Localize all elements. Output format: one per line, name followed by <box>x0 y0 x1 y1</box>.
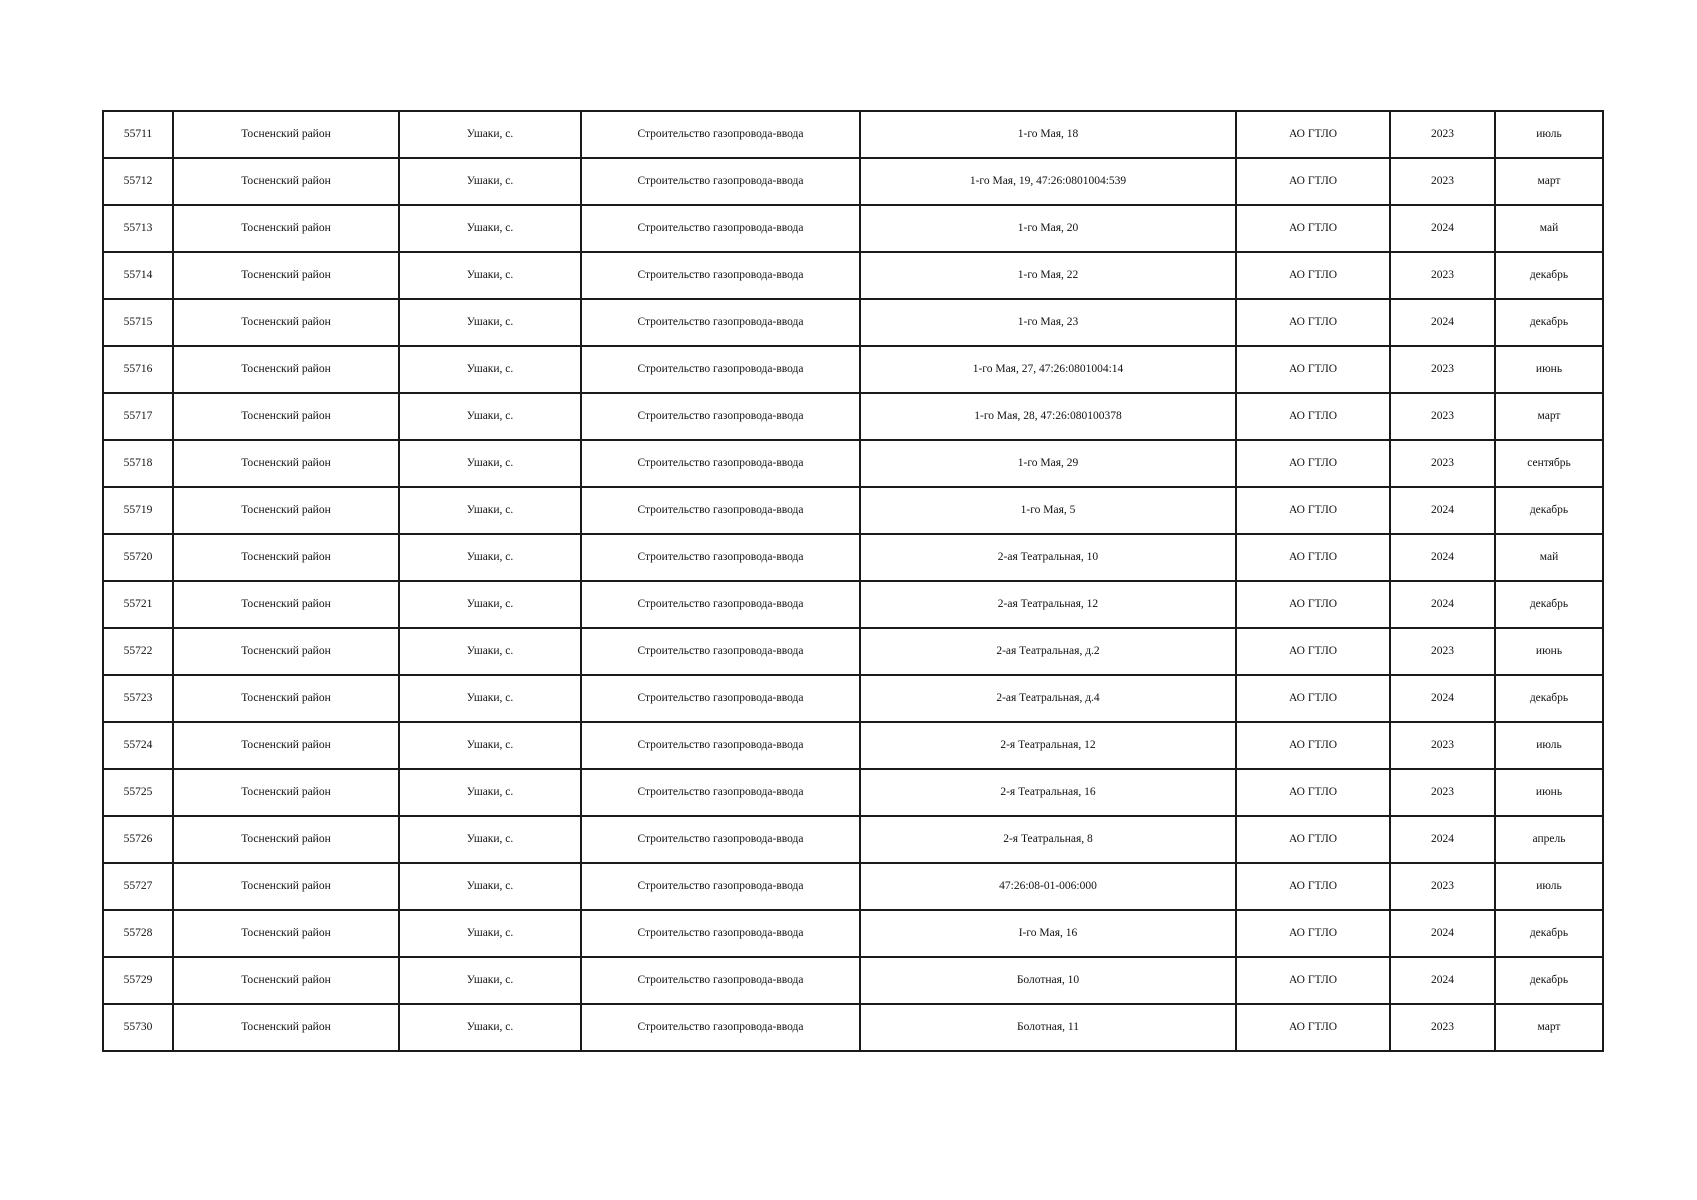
organization-cell: АО ГТЛО <box>1236 440 1390 487</box>
address-cell: 47:26:08-01-006:000 <box>860 863 1236 910</box>
address-cell: 2-ая Театральная, 12 <box>860 581 1236 628</box>
organization-cell: АО ГТЛО <box>1236 346 1390 393</box>
district-cell: Тосненский район <box>173 581 399 628</box>
organization-cell: АО ГТЛО <box>1236 769 1390 816</box>
year-cell: 2024 <box>1390 299 1495 346</box>
settlement-cell: Ушаки, с. <box>399 111 581 158</box>
year-cell: 2024 <box>1390 581 1495 628</box>
address-cell: 1-го Мая, 28, 47:26:080100378 <box>860 393 1236 440</box>
year-cell: 2023 <box>1390 440 1495 487</box>
district-cell: Тосненский район <box>173 440 399 487</box>
table-row <box>103 158 1603 205</box>
district-cell: Тосненский район <box>173 1004 399 1051</box>
organization-cell: АО ГТЛО <box>1236 957 1390 1004</box>
year-cell: 2023 <box>1390 158 1495 205</box>
organization-cell: АО ГТЛО <box>1236 534 1390 581</box>
district-cell: Тосненский район <box>173 675 399 722</box>
row-id-cell: 55717 <box>103 393 173 440</box>
district-cell: Тосненский район <box>173 299 399 346</box>
work-type-cell: Строительство газопровода-ввода <box>581 440 860 487</box>
district-cell: Тосненский район <box>173 628 399 675</box>
work-type-cell: Строительство газопровода-ввода <box>581 393 860 440</box>
table-row <box>103 440 1603 487</box>
year-cell: 2023 <box>1390 346 1495 393</box>
district-cell: Тосненский район <box>173 487 399 534</box>
month-cell: июнь <box>1495 346 1603 393</box>
row-id-cell: 55727 <box>103 863 173 910</box>
month-cell: декабрь <box>1495 957 1603 1004</box>
month-cell: июль <box>1495 722 1603 769</box>
work-type-cell: Строительство газопровода-ввода <box>581 722 860 769</box>
settlement-cell: Ушаки, с. <box>399 440 581 487</box>
table-row <box>103 816 1603 863</box>
organization-cell: АО ГТЛО <box>1236 158 1390 205</box>
district-cell: Тосненский район <box>173 534 399 581</box>
row-id-cell: 55715 <box>103 299 173 346</box>
address-cell: Болотная, 10 <box>860 957 1236 1004</box>
year-cell: 2023 <box>1390 111 1495 158</box>
settlement-cell: Ушаки, с. <box>399 722 581 769</box>
work-type-cell: Строительство газопровода-ввода <box>581 252 860 299</box>
address-cell: 2-ая Театральная, 10 <box>860 534 1236 581</box>
year-cell: 2023 <box>1390 722 1495 769</box>
row-id-cell: 55716 <box>103 346 173 393</box>
organization-cell: АО ГТЛО <box>1236 722 1390 769</box>
work-type-cell: Строительство газопровода-ввода <box>581 910 860 957</box>
district-cell: Тосненский район <box>173 816 399 863</box>
row-id-cell: 55720 <box>103 534 173 581</box>
month-cell: июль <box>1495 863 1603 910</box>
work-type-cell: Строительство газопровода-ввода <box>581 205 860 252</box>
year-cell: 2023 <box>1390 393 1495 440</box>
table-row <box>103 252 1603 299</box>
organization-cell: АО ГТЛО <box>1236 299 1390 346</box>
work-type-cell: Строительство газопровода-ввода <box>581 863 860 910</box>
table-row <box>103 346 1603 393</box>
year-cell: 2023 <box>1390 1004 1495 1051</box>
address-cell: 2-я Театральная, 8 <box>860 816 1236 863</box>
month-cell: май <box>1495 205 1603 252</box>
address-cell: Болотная, 11 <box>860 1004 1236 1051</box>
table-row <box>103 581 1603 628</box>
district-cell: Тосненский район <box>173 158 399 205</box>
settlement-cell: Ушаки, с. <box>399 346 581 393</box>
settlement-cell: Ушаки, с. <box>399 393 581 440</box>
year-cell: 2024 <box>1390 534 1495 581</box>
work-type-cell: Строительство газопровода-ввода <box>581 957 860 1004</box>
row-id-cell: 55711 <box>103 111 173 158</box>
district-cell: Тосненский район <box>173 722 399 769</box>
table-row <box>103 628 1603 675</box>
table-row <box>103 1004 1603 1051</box>
settlement-cell: Ушаки, с. <box>399 816 581 863</box>
settlement-cell: Ушаки, с. <box>399 957 581 1004</box>
organization-cell: АО ГТЛО <box>1236 1004 1390 1051</box>
work-type-cell: Строительство газопровода-ввода <box>581 158 860 205</box>
table-row <box>103 534 1603 581</box>
work-type-cell: Строительство газопровода-ввода <box>581 816 860 863</box>
row-id-cell: 55718 <box>103 440 173 487</box>
month-cell: декабрь <box>1495 487 1603 534</box>
row-id-cell: 55712 <box>103 158 173 205</box>
table-row <box>103 487 1603 534</box>
organization-cell: АО ГТЛО <box>1236 393 1390 440</box>
table-row <box>103 675 1603 722</box>
year-cell: 2024 <box>1390 910 1495 957</box>
work-type-cell: Строительство газопровода-ввода <box>581 346 860 393</box>
settlement-cell: Ушаки, с. <box>399 628 581 675</box>
organization-cell: АО ГТЛО <box>1236 675 1390 722</box>
organization-cell: АО ГТЛО <box>1236 910 1390 957</box>
settlement-cell: Ушаки, с. <box>399 205 581 252</box>
table-row <box>103 769 1603 816</box>
month-cell: декабрь <box>1495 910 1603 957</box>
table-row <box>103 111 1603 158</box>
table-row <box>103 957 1603 1004</box>
address-cell: 1-го Мая, 19, 47:26:0801004:539 <box>860 158 1236 205</box>
district-cell: Тосненский район <box>173 957 399 1004</box>
table-row <box>103 299 1603 346</box>
year-cell: 2024 <box>1390 957 1495 1004</box>
row-id-cell: 55725 <box>103 769 173 816</box>
organization-cell: АО ГТЛО <box>1236 487 1390 534</box>
settlement-cell: Ушаки, с. <box>399 863 581 910</box>
table-row <box>103 910 1603 957</box>
year-cell: 2024 <box>1390 816 1495 863</box>
work-type-cell: Строительство газопровода-ввода <box>581 675 860 722</box>
settlement-cell: Ушаки, с. <box>399 158 581 205</box>
organization-cell: АО ГТЛО <box>1236 205 1390 252</box>
table-row <box>103 863 1603 910</box>
row-id-cell: 55729 <box>103 957 173 1004</box>
month-cell: декабрь <box>1495 675 1603 722</box>
address-cell: 1-го Мая, 29 <box>860 440 1236 487</box>
district-cell: Тосненский район <box>173 393 399 440</box>
address-cell: 2-я Театральная, 12 <box>860 722 1236 769</box>
settlement-cell: Ушаки, с. <box>399 1004 581 1051</box>
work-type-cell: Строительство газопровода-ввода <box>581 581 860 628</box>
row-id-cell: 55730 <box>103 1004 173 1051</box>
district-cell: Тосненский район <box>173 769 399 816</box>
address-cell: 1-го Мая, 18 <box>860 111 1236 158</box>
row-id-cell: 55713 <box>103 205 173 252</box>
address-cell: 1-го Мая, 5 <box>860 487 1236 534</box>
district-cell: Тосненский район <box>173 863 399 910</box>
work-type-cell: Строительство газопровода-ввода <box>581 487 860 534</box>
district-cell: Тосненский район <box>173 252 399 299</box>
address-cell: 2-я Театральная, 16 <box>860 769 1236 816</box>
month-cell: март <box>1495 1004 1603 1051</box>
settlement-cell: Ушаки, с. <box>399 769 581 816</box>
settlement-cell: Ушаки, с. <box>399 581 581 628</box>
settlement-cell: Ушаки, с. <box>399 299 581 346</box>
settlement-cell: Ушаки, с. <box>399 910 581 957</box>
district-cell: Тосненский район <box>173 910 399 957</box>
row-id-cell: 55724 <box>103 722 173 769</box>
address-cell: 1-го Мая, 27, 47:26:0801004:14 <box>860 346 1236 393</box>
district-cell: Тосненский район <box>173 346 399 393</box>
settlement-cell: Ушаки, с. <box>399 675 581 722</box>
year-cell: 2024 <box>1390 487 1495 534</box>
row-id-cell: 55719 <box>103 487 173 534</box>
work-type-cell: Строительство газопровода-ввода <box>581 111 860 158</box>
settlement-cell: Ушаки, с. <box>399 534 581 581</box>
month-cell: июнь <box>1495 769 1603 816</box>
organization-cell: АО ГТЛО <box>1236 581 1390 628</box>
address-cell: 1-го Мая, 23 <box>860 299 1236 346</box>
table-row <box>103 722 1603 769</box>
month-cell: апрель <box>1495 816 1603 863</box>
year-cell: 2024 <box>1390 675 1495 722</box>
address-cell: 1-го Мая, 22 <box>860 252 1236 299</box>
row-id-cell: 55728 <box>103 910 173 957</box>
work-type-cell: Строительство газопровода-ввода <box>581 769 860 816</box>
month-cell: декабрь <box>1495 581 1603 628</box>
settlement-cell: Ушаки, с. <box>399 252 581 299</box>
organization-cell: АО ГТЛО <box>1236 816 1390 863</box>
row-id-cell: 55721 <box>103 581 173 628</box>
address-cell: I-го Мая, 16 <box>860 910 1236 957</box>
district-cell: Тосненский район <box>173 205 399 252</box>
month-cell: сентябрь <box>1495 440 1603 487</box>
table-row <box>103 393 1603 440</box>
settlement-cell: Ушаки, с. <box>399 487 581 534</box>
table-row <box>103 205 1603 252</box>
month-cell: март <box>1495 158 1603 205</box>
address-cell: 1-го Мая, 20 <box>860 205 1236 252</box>
row-id-cell: 55722 <box>103 628 173 675</box>
table-body <box>103 111 1603 1051</box>
month-cell: июнь <box>1495 628 1603 675</box>
year-cell: 2023 <box>1390 252 1495 299</box>
organization-cell: АО ГТЛО <box>1236 628 1390 675</box>
organization-cell: АО ГТЛО <box>1236 863 1390 910</box>
row-id-cell: 55723 <box>103 675 173 722</box>
row-id-cell: 55714 <box>103 252 173 299</box>
month-cell: март <box>1495 393 1603 440</box>
row-id-cell: 55726 <box>103 816 173 863</box>
organization-cell: АО ГТЛО <box>1236 252 1390 299</box>
year-cell: 2023 <box>1390 769 1495 816</box>
organization-cell: АО ГТЛО <box>1236 111 1390 158</box>
address-cell: 2-ая Театральная, д.2 <box>860 628 1236 675</box>
month-cell: декабрь <box>1495 299 1603 346</box>
work-type-cell: Строительство газопровода-ввода <box>581 299 860 346</box>
gasification-schedule-table <box>102 110 1604 1052</box>
work-type-cell: Строительство газопровода-ввода <box>581 1004 860 1051</box>
address-cell: 2-ая Театральная, д.4 <box>860 675 1236 722</box>
work-type-cell: Строительство газопровода-ввода <box>581 534 860 581</box>
district-cell: Тосненский район <box>173 111 399 158</box>
work-type-cell: Строительство газопровода-ввода <box>581 628 860 675</box>
month-cell: июль <box>1495 111 1603 158</box>
year-cell: 2024 <box>1390 205 1495 252</box>
year-cell: 2023 <box>1390 628 1495 675</box>
year-cell: 2023 <box>1390 863 1495 910</box>
month-cell: май <box>1495 534 1603 581</box>
month-cell: декабрь <box>1495 252 1603 299</box>
